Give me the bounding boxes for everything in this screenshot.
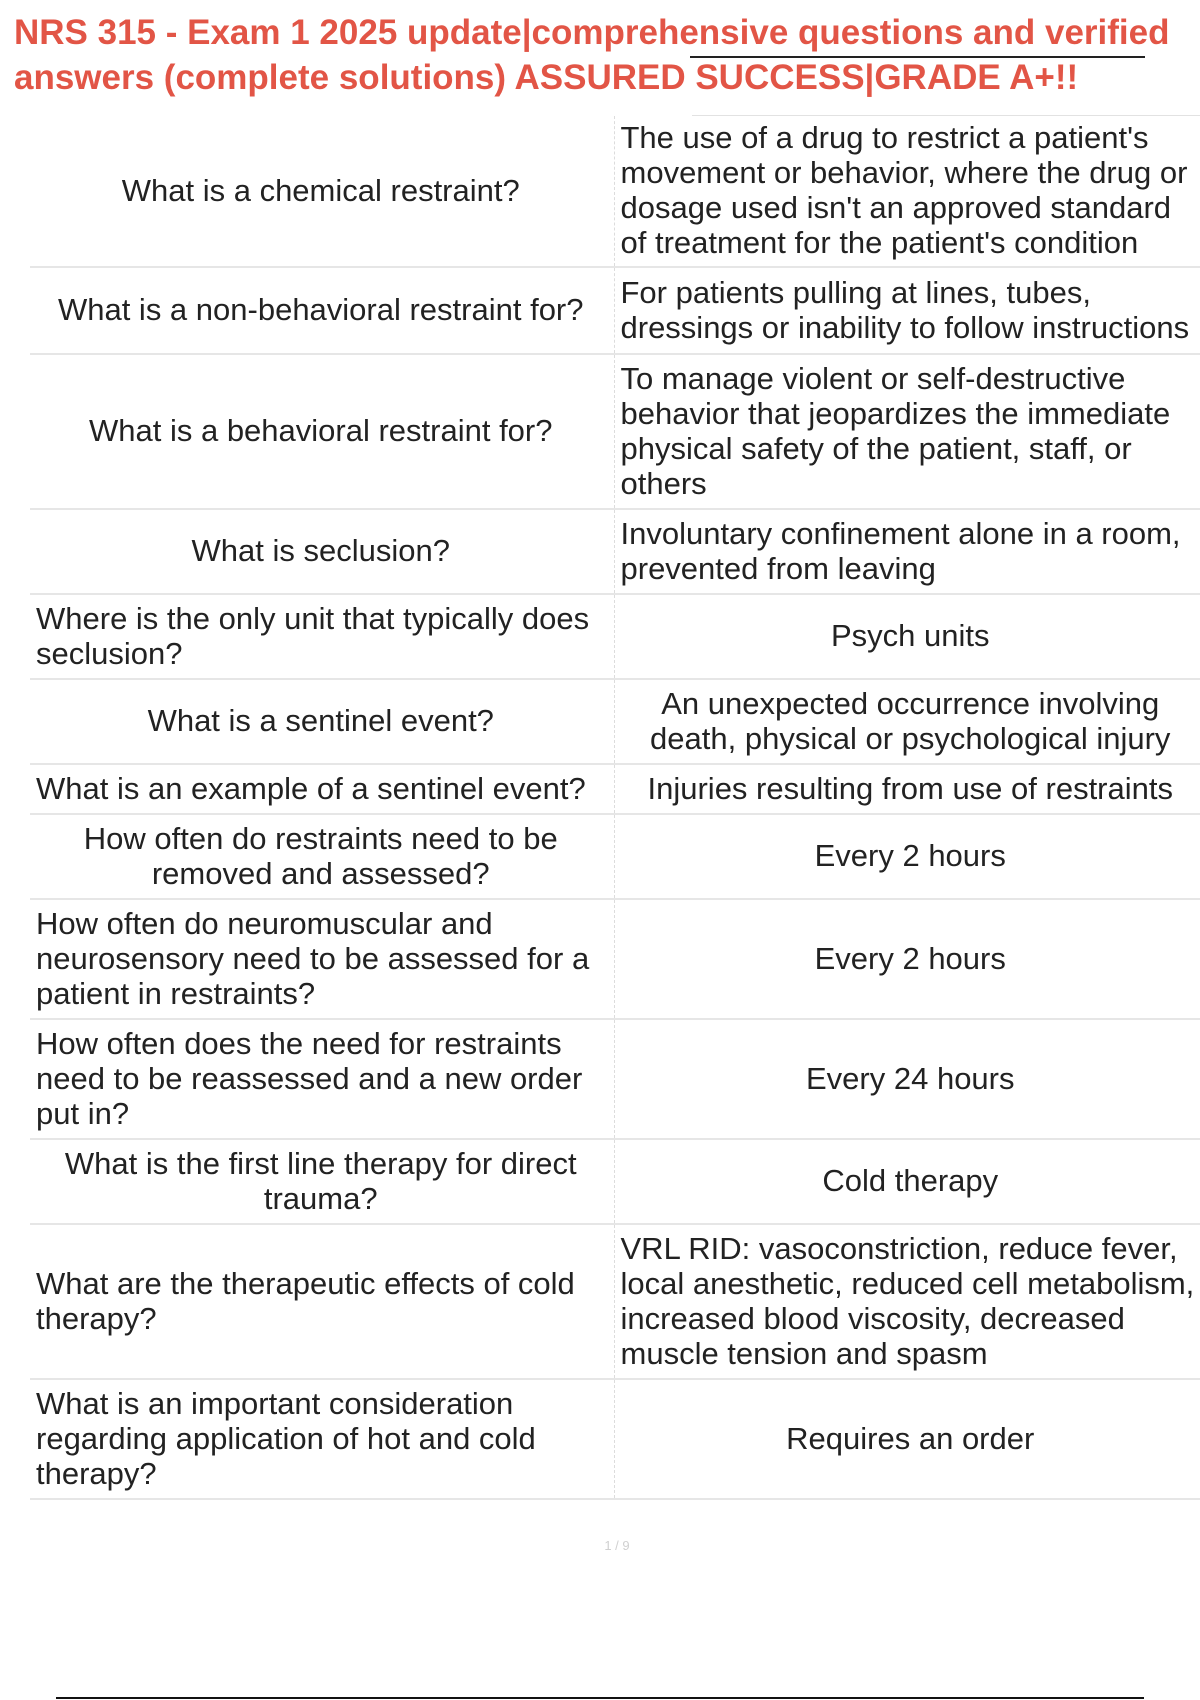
document-title <box>14 10 1200 100</box>
answer-cell: Injuries resulting from use of restraints <box>614 764 1200 814</box>
question-cell: What is a behavioral restraint for? <box>30 354 614 509</box>
question-cell: What is a chemical restraint? <box>30 116 614 267</box>
title-line-1: NRS 315 - Exam 1 2025 update|comprehensive questions and verified <box>14 13 1170 52</box>
qa-table <box>30 116 1200 1500</box>
qa-row <box>30 1224 1200 1379</box>
question-cell: What is the first line therapy for direct trauma? <box>30 1139 614 1224</box>
question-cell: How often do neuromuscular and neurosensory need to be assessed for a patient in restraints? <box>30 899 614 1019</box>
answer-cell: Every 2 hours <box>614 814 1200 899</box>
answer-cell: The use of a drug to restrict a patient's movement or behavior, where the drug or dosage used isn't an approved standard of treatment for the patient's condition <box>614 116 1200 267</box>
answer-cell: Cold therapy <box>614 1139 1200 1224</box>
answer-cell: VRL RID: vasoconstriction, reduce fever, local anesthetic, reduced cell metabolism, increased blood viscosity, decreased muscle tension and spasm <box>614 1224 1200 1379</box>
page-number: 1 / 9 <box>604 1538 630 1553</box>
answer-cell: Every 2 hours <box>614 899 1200 1019</box>
answer-cell: For patients pulling at lines, tubes, dressings or inability to follow instructions <box>614 267 1200 354</box>
answer-cell: Requires an order <box>614 1379 1200 1499</box>
title-line-2: answers (complete solutions) ASSURED SUCCESS|GRADE A+!! <box>14 58 1079 97</box>
qa-row <box>30 764 1200 814</box>
answer-cell: To manage violent or self-destructive behavior that jeopardizes the immediate physical safety of the patient, staff, or others <box>614 354 1200 509</box>
qa-row <box>30 509 1200 594</box>
answer-cell: Psych units <box>614 594 1200 679</box>
question-cell: Where is the only unit that typically does seclusion? <box>30 594 614 679</box>
qa-row <box>30 679 1200 764</box>
question-cell: What is a sentinel event? <box>30 679 614 764</box>
answer-cell: An unexpected occurrence involving death, physical or psychological injury <box>614 679 1200 764</box>
question-cell: What are the therapeutic effects of cold therapy? <box>30 1224 614 1379</box>
title-rule <box>690 56 1145 58</box>
page-bottom-rule <box>56 1697 1144 1699</box>
qa-row <box>30 899 1200 1019</box>
qa-row <box>30 594 1200 679</box>
question-cell: How often do restraints need to be removed and assessed? <box>30 814 614 899</box>
answer-cell: Every 24 hours <box>614 1019 1200 1139</box>
qa-row <box>30 1379 1200 1499</box>
qa-row <box>30 354 1200 509</box>
answer-cell: Involuntary confinement alone in a room, prevented from leaving <box>614 509 1200 594</box>
question-cell: What is an example of a sentinel event? <box>30 764 614 814</box>
question-cell: What is an important consideration regarding application of hot and cold therapy? <box>30 1379 614 1499</box>
qa-row <box>30 116 1200 267</box>
question-cell: How often does the need for restraints need to be reassessed and a new order put in? <box>30 1019 614 1139</box>
qa-row <box>30 267 1200 354</box>
question-cell: What is seclusion? <box>30 509 614 594</box>
qa-row <box>30 1139 1200 1224</box>
qa-row <box>30 1019 1200 1139</box>
question-cell: What is a non-behavioral restraint for? <box>30 267 614 354</box>
qa-row <box>30 814 1200 899</box>
